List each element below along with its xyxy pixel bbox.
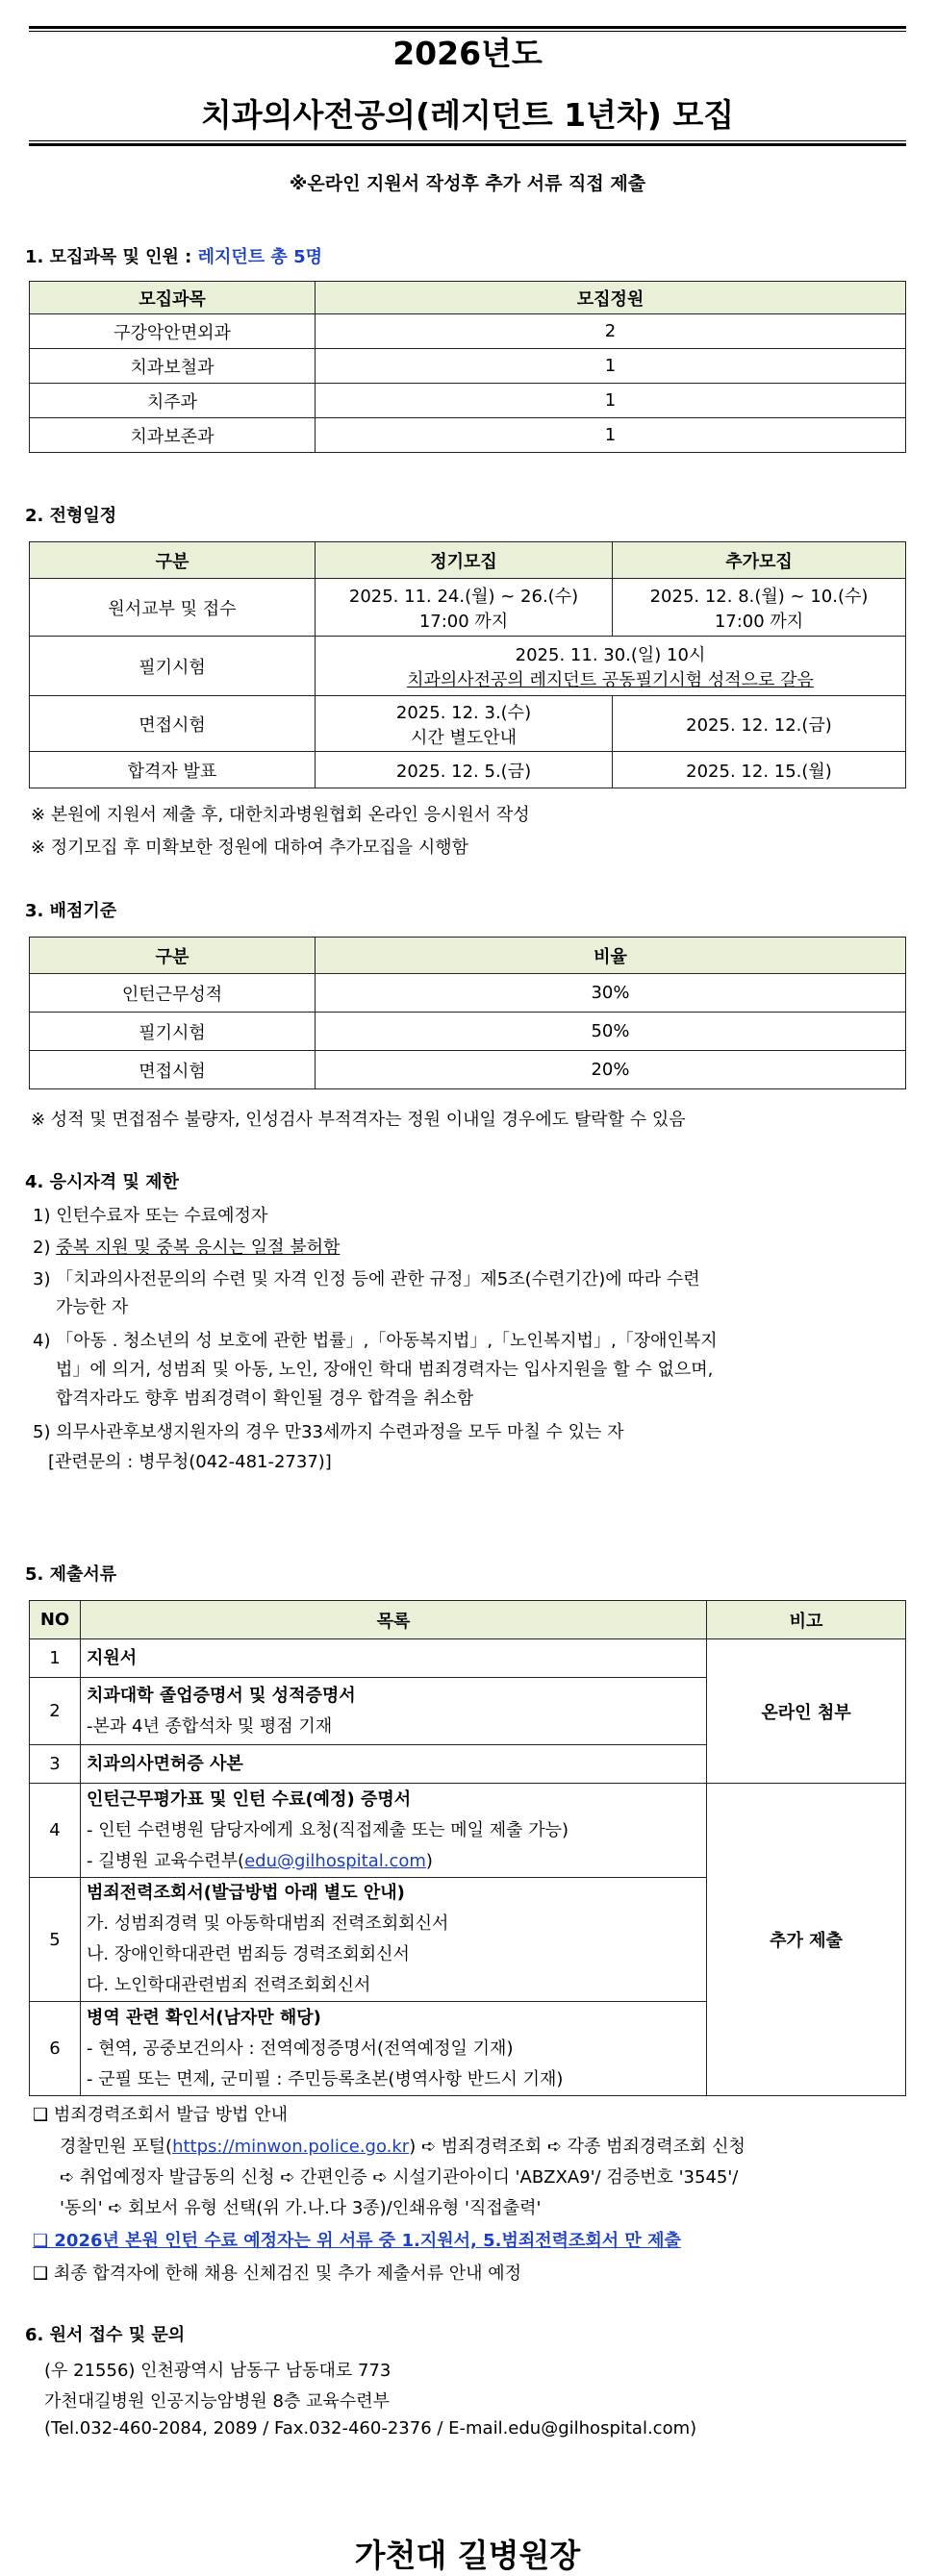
doc-detail: -본과 4년 종합석차 및 평점 기재 [87,1715,333,1737]
cell-ratio: 50% [316,1013,906,1051]
doc-detail: 나. 장애인학대관련 범죄등 경력조회회신서 [87,1944,410,1964]
doc-detail: - 인턴 수련병원 담당자에게 요청(직접제출 또는 메일 제출 가능) [87,1819,569,1840]
schedule-note-2: ※ 정기모집 후 미확보한 정원에 대하여 추가모집을 시행함 [31,838,469,858]
cell-additional [613,579,906,637]
col-list: 목록 [81,1601,707,1639]
detail-text: - 길병원 교육수련부( [87,1850,245,1871]
exam-note: 치과의사전공의 레지던트 공동필기시험 성적으로 갈음 [407,669,814,690]
guide-text: 경찰민원 포털( [60,2137,173,2157]
col-category: 구분 [30,938,316,974]
qualification-4c: 합격자라도 향후 범죄경력이 확인될 경우 합격을 취소함 [56,1388,474,1409]
cell-label: 면접시험 [30,696,316,752]
cell-ratio: 30% [316,974,906,1013]
cell-doc [81,1678,707,1745]
schedule-table [29,541,906,788]
cell-subject: 구강악안면외과 [30,314,316,349]
online-notice: ※온라인 지원서 작성후 추가 서류 직접 제출 [289,173,646,194]
cell-no: 4 [30,1784,81,1878]
doc-title: 지원서 [81,1639,707,1678]
cell-ratio: 20% [316,1051,906,1089]
table-row [30,579,906,637]
page-title: 치과의사전공의(레지던트 1년차) 모집 [200,96,735,134]
cell-no: 2 [30,1678,81,1745]
table-row [30,696,906,752]
doc-title: 범죄전력조회서(발급방법 아래 별도 안내) [87,1883,405,1903]
cell-doc [81,1878,707,2002]
cell-regular: 2025. 12. 5.(금) [316,752,613,788]
cell-item: 필기시험 [30,1013,316,1051]
email-link[interactable]: edu@gilhospital.com [244,1850,426,1871]
cell-additional: 2025. 12. 15.(월) [613,752,906,788]
section-5-heading: 5. 제출서류 [25,1564,117,1585]
table-row [30,384,906,418]
criminal-record-guide-1 [60,2133,745,2158]
doc-detail [87,1846,706,1877]
table-row [30,349,906,384]
cell-label: 합격자 발표 [30,752,316,788]
scoring-table [29,937,906,1089]
col-category: 구분 [30,542,316,579]
cell-written-exam [316,637,906,696]
section-1-heading [25,243,322,268]
col-regular: 정기모집 [316,542,613,579]
col-no: NO [30,1601,81,1639]
schedule-note-1: ※ 본원에 지원서 제출 후, 대한치과병원협회 온라인 응시원서 작성 [31,805,530,825]
contact-line: (Tel.032-460-2084, 2089 / Fax.032-460-2376 / E-mail.edu@gilhospital.com) [44,2418,697,2438]
address-line-2: 가천대길병원 인공지능암병원 8층 교육수련부 [44,2391,390,2412]
section-1-title: 1. 모집과목 및 인원 : [25,247,198,267]
doc-title: 치과대학 졸업증명서 및 성적증명서 [87,1685,356,1706]
recruit-table [29,281,906,453]
time-text: 시간 별도안내 [410,727,518,748]
doc-title: 병역 관련 확인서(남자만 해당) [87,2007,321,2028]
col-additional: 추가모집 [613,542,906,579]
qualification-4a: 4) 「아동 . 청소년의 성 보호에 관한 법률」,「아동복지법」,「노인복지법」,「장애인복지 [33,1331,718,1351]
doc-detail: 가. 성범죄경력 및 아동학대범죄 전력조회회신서 [87,1913,449,1934]
qualification-5a: 5) 의무사관후보생지원자의 경우 만33세까지 수련과정을 모두 마칠 수 있는 자 [33,1422,624,1442]
doc-detail: - 군필 또는 면제, 군미필 : 주민등록초본(병역사항 반드시 기재) [87,2068,564,2089]
table-row [30,1051,906,1089]
qualification-5b: [관련문의 : 병무청(042-481-2737)] [48,1452,332,1472]
cell-regular [316,696,613,752]
duplicate-warning: 중복 지원 및 중복 응시는 일절 불허함 [56,1238,341,1258]
section-1-count: 레지던트 총 5명 [197,247,322,267]
final-notice: ❑ 최종 합격자에 한해 채용 신체검진 및 추가 제출서류 안내 예정 [33,2263,522,2284]
address-line-1: (우 21556) 인천광역시 남동구 남동대로 773 [44,2361,392,2381]
col-quota: 모집정원 [316,282,906,314]
qualification-2 [33,1234,340,1259]
time-text: 17:00 까지 [418,611,509,632]
table-row [30,1784,906,1878]
cell-doc [81,1784,707,1878]
section-3-heading: 3. 배점기준 [25,901,117,921]
remark-online: 온라인 첨부 [707,1639,906,1784]
cell-count: 1 [316,384,906,418]
item-number: 2) [33,1238,57,1258]
cell-no: 5 [30,1878,81,2002]
cell-item: 면접시험 [30,1051,316,1089]
table-row [30,752,906,788]
cell-additional: 2025. 12. 12.(금) [613,696,906,752]
section-2-heading: 2. 전형일정 [25,506,117,526]
criminal-record-guide-2: ➪ 취업예정자 발급동의 신청 ➪ 간편인증 ➪ 시설기관아이디 'ABZXA9'/ 검증번호 '3545'/ [60,2167,739,2188]
cell-regular [316,579,613,637]
cell-count: 2 [316,314,906,349]
criminal-record-guide-3: '동의' ➪ 회보서 유형 선택(위 가.나.다 3종)/인쇄유형 '직접출력' [60,2198,542,2218]
title-rule-thin [29,140,906,141]
col-remark: 비고 [707,1601,906,1639]
date-text: 2025. 11. 30.(일) 10시 [515,644,706,665]
signature-footer: 가천대 길병원장 [354,2537,581,2574]
table-row [30,1013,906,1051]
cell-subject: 치과보철과 [30,349,316,384]
date-text: 2025. 12. 8.(월) ~ 10.(수) [649,586,869,607]
cell-label: 원서교부 및 접수 [30,579,316,637]
doc-title: 인턴근무평가표 및 인턴 수료(예정) 증명서 [87,1788,412,1810]
col-ratio: 비율 [316,938,906,974]
time-text: 17:00 까지 [714,611,804,632]
qualification-3b: 가능한 자 [56,1297,129,1317]
qualification-3a: 3) 「치과의사전문의의 수련 및 자격 인정 등에 관한 규정」제5조(수련기간)에 따라 수련 [33,1269,700,1289]
table-row [30,418,906,453]
date-text: 2025. 12. 3.(수) [395,702,532,723]
criminal-record-guide-title: ❑ 범죄경력조회서 발급 방법 안내 [33,2105,289,2125]
doc-detail: - 현역, 공중보건의사 : 전역예정증명서(전역예정일 기재) [87,2038,514,2059]
doc-title: 치과의사면허증 사본 [81,1745,707,1784]
cell-no: 1 [30,1639,81,1678]
cell-no: 6 [30,2002,81,2096]
cell-doc [81,2002,707,2096]
guide-text: ) ➪ 범죄경력조회 ➪ 각종 범죄경력조회 신청 [409,2137,745,2157]
title-rule-thick [29,143,906,146]
documents-table [29,1600,906,2096]
cell-item: 인턴근무성적 [30,974,316,1013]
title-year: 2026년도 [392,35,543,72]
scoring-note: ※ 성적 및 면접점수 불량자, 인성검사 부적격자는 정원 이내일 경우에도 탈락할 수 있음 [31,1110,686,1130]
doc-detail: 다. 노인학대관련범죄 전력조회회신서 [87,1975,371,1995]
table-row [30,1639,906,1678]
detail-text: ) [425,1850,433,1871]
section-6-heading: 6. 원서 접수 및 문의 [25,2325,186,2345]
police-portal-link[interactable]: https://minwon.police.go.kr [172,2137,410,2157]
section-4-heading: 4. 응시자격 및 제한 [25,1172,179,1192]
cell-label: 필기시험 [30,637,316,696]
remark-extra: 추가 제출 [707,1784,906,2096]
cell-count: 1 [316,349,906,384]
qualification-1: 1) 인턴수료자 또는 수료예정자 [33,1206,268,1226]
intern-notice: ❑ 2026년 본원 인턴 수료 예정자는 위 서류 중 1.지원서, 5.범죄전력조회서 만 제출 [33,2231,681,2251]
qualification-4b: 법」에 의거, 성범죄 및 아동, 노인, 장애인 학대 범죄경력자는 입사지원을 할 수 없으며, [56,1360,714,1380]
cell-no: 3 [30,1745,81,1784]
col-subject: 모집과목 [30,282,316,314]
cell-count: 1 [316,418,906,453]
table-row [30,637,906,696]
cell-subject: 치주과 [30,384,316,418]
date-text: 2025. 11. 24.(월) ~ 26.(수) [348,586,579,607]
table-row [30,314,906,349]
table-row [30,974,906,1013]
cell-subject: 치과보존과 [30,418,316,453]
